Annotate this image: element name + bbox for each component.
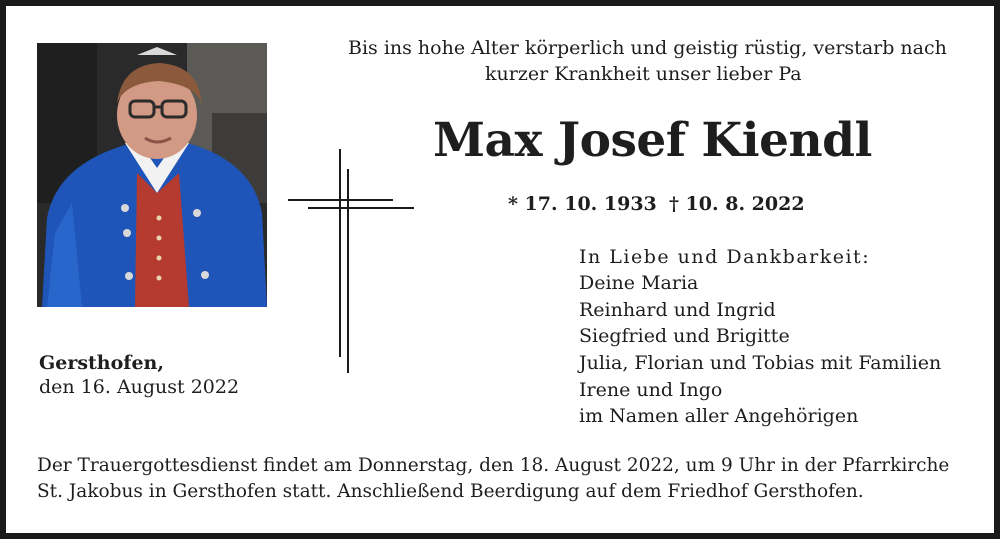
mourner-line: Julia, Florian und Tobias mit Familien [579, 352, 942, 374]
cross-horizontal-2 [308, 207, 414, 209]
service-line-1: Der Trauergottesdienst findet am Donnerstag, den 18. August 2022, um 9 Uhr in der Pfarrkirche [37, 455, 950, 476]
intro-line-1: Bis ins hohe Alter körperlich und geistig rüstig, verstarb nach [348, 37, 947, 59]
cross-vertical-1 [339, 149, 341, 357]
cross-horizontal-1 [288, 199, 393, 201]
deceased-name: Max Josef Kiendl [433, 113, 872, 168]
notice-date: den 16. August 2022 [39, 376, 240, 398]
portrait-photo [37, 43, 267, 307]
mourner-line: Reinhard und Ingrid [579, 299, 776, 321]
mourner-line: Siegfried und Brigitte [579, 325, 790, 347]
obituary-notice [6, 6, 994, 533]
intro-line-2: kurzer Krankheit unser lieber Pa [485, 63, 802, 85]
place: Gersthofen, [39, 352, 164, 374]
mourner-line: Deine Maria [579, 272, 699, 294]
mourners-heading: In Liebe und Dankbarkeit: [579, 246, 871, 268]
death-date: † 10. 8. 2022 [669, 193, 805, 215]
mourner-line: Irene und Ingo [579, 379, 723, 401]
mourner-line: im Namen aller Angehörigen [579, 405, 859, 427]
birth-date: * 17. 10. 1933 [508, 193, 657, 215]
portrait-illustration [37, 43, 267, 307]
service-line-2: St. Jakobus in Gersthofen statt. Anschließend Beerdigung auf dem Friedhof Gersthofen. [37, 481, 864, 502]
